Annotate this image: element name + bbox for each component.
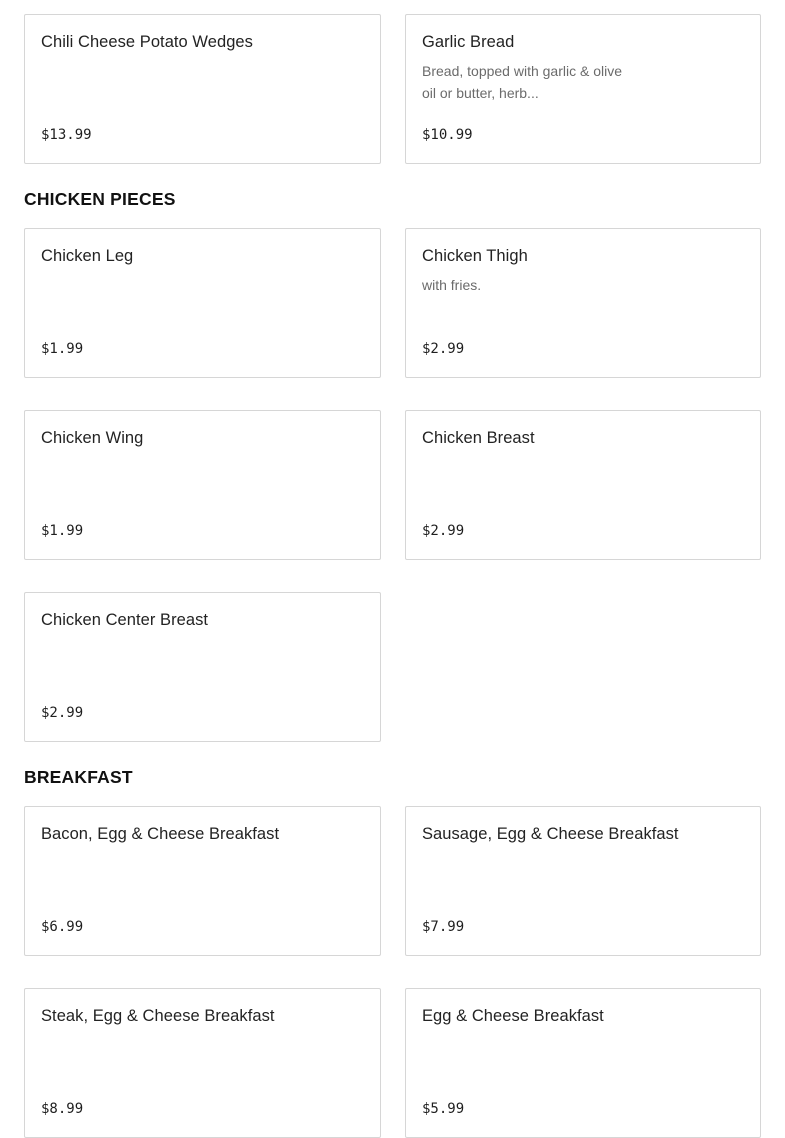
menu-item-name: Steak, Egg & Cheese Breakfast — [41, 1007, 275, 1025]
chicken-pieces-grid — [24, 228, 761, 742]
section-title-breakfast: BREAKFAST — [24, 767, 133, 787]
menu-item-price: $5.99 — [422, 1101, 465, 1117]
breakfast-grid — [24, 806, 761, 1138]
menu-item-price: $13.99 — [41, 127, 92, 143]
menu-item-price: $1.99 — [41, 523, 84, 539]
menu-item-price: $2.99 — [422, 523, 465, 539]
menu-item-price: $2.99 — [422, 341, 465, 357]
menu-item-card[interactable] — [24, 410, 381, 560]
menu-item-card[interactable] — [24, 988, 381, 1138]
menu-item-name: Bacon, Egg & Cheese Breakfast — [41, 825, 280, 843]
menu-item-name: Chili Cheese Potato Wedges — [41, 33, 253, 51]
menu-item-name: Garlic Bread — [422, 33, 515, 51]
menu-item-card[interactable] — [24, 228, 381, 378]
menu-item-price: $8.99 — [41, 1101, 84, 1117]
menu-item-card[interactable] — [24, 806, 381, 956]
section-title-chicken-pieces: CHICKEN PIECES — [24, 189, 176, 209]
menu-item-card[interactable] — [405, 410, 761, 560]
menu-item-card[interactable] — [405, 806, 761, 956]
menu-item-name: Chicken Center Breast — [41, 611, 209, 629]
menu-item-name: Chicken Thigh — [422, 247, 528, 265]
menu-item-name: Chicken Wing — [41, 429, 144, 447]
menu-item-name: Egg & Cheese Breakfast — [422, 1007, 604, 1025]
menu-item-description: with fries. — [422, 277, 482, 293]
menu-item-name: Chicken Breast — [422, 429, 535, 447]
menu-item-name: Chicken Leg — [41, 247, 134, 265]
menu-item-description: Bread, topped with garlic & olive oil or butter, herb... — [422, 63, 622, 101]
menu-item-price: $2.99 — [41, 705, 84, 721]
menu-item-name: Sausage, Egg & Cheese Breakfast — [422, 825, 679, 843]
menu-item-price: $10.99 — [422, 127, 473, 143]
menu-item-card[interactable] — [405, 14, 761, 164]
menu-item-price: $1.99 — [41, 341, 84, 357]
menu-item-card[interactable] — [24, 592, 381, 742]
menu-item-card[interactable] — [405, 988, 761, 1138]
menu-item-price: $6.99 — [41, 919, 84, 935]
menu-item-card[interactable] — [405, 228, 761, 378]
menu-item-card[interactable] — [24, 14, 381, 164]
sides-grid — [24, 14, 761, 164]
menu-item-price: $7.99 — [422, 919, 465, 935]
